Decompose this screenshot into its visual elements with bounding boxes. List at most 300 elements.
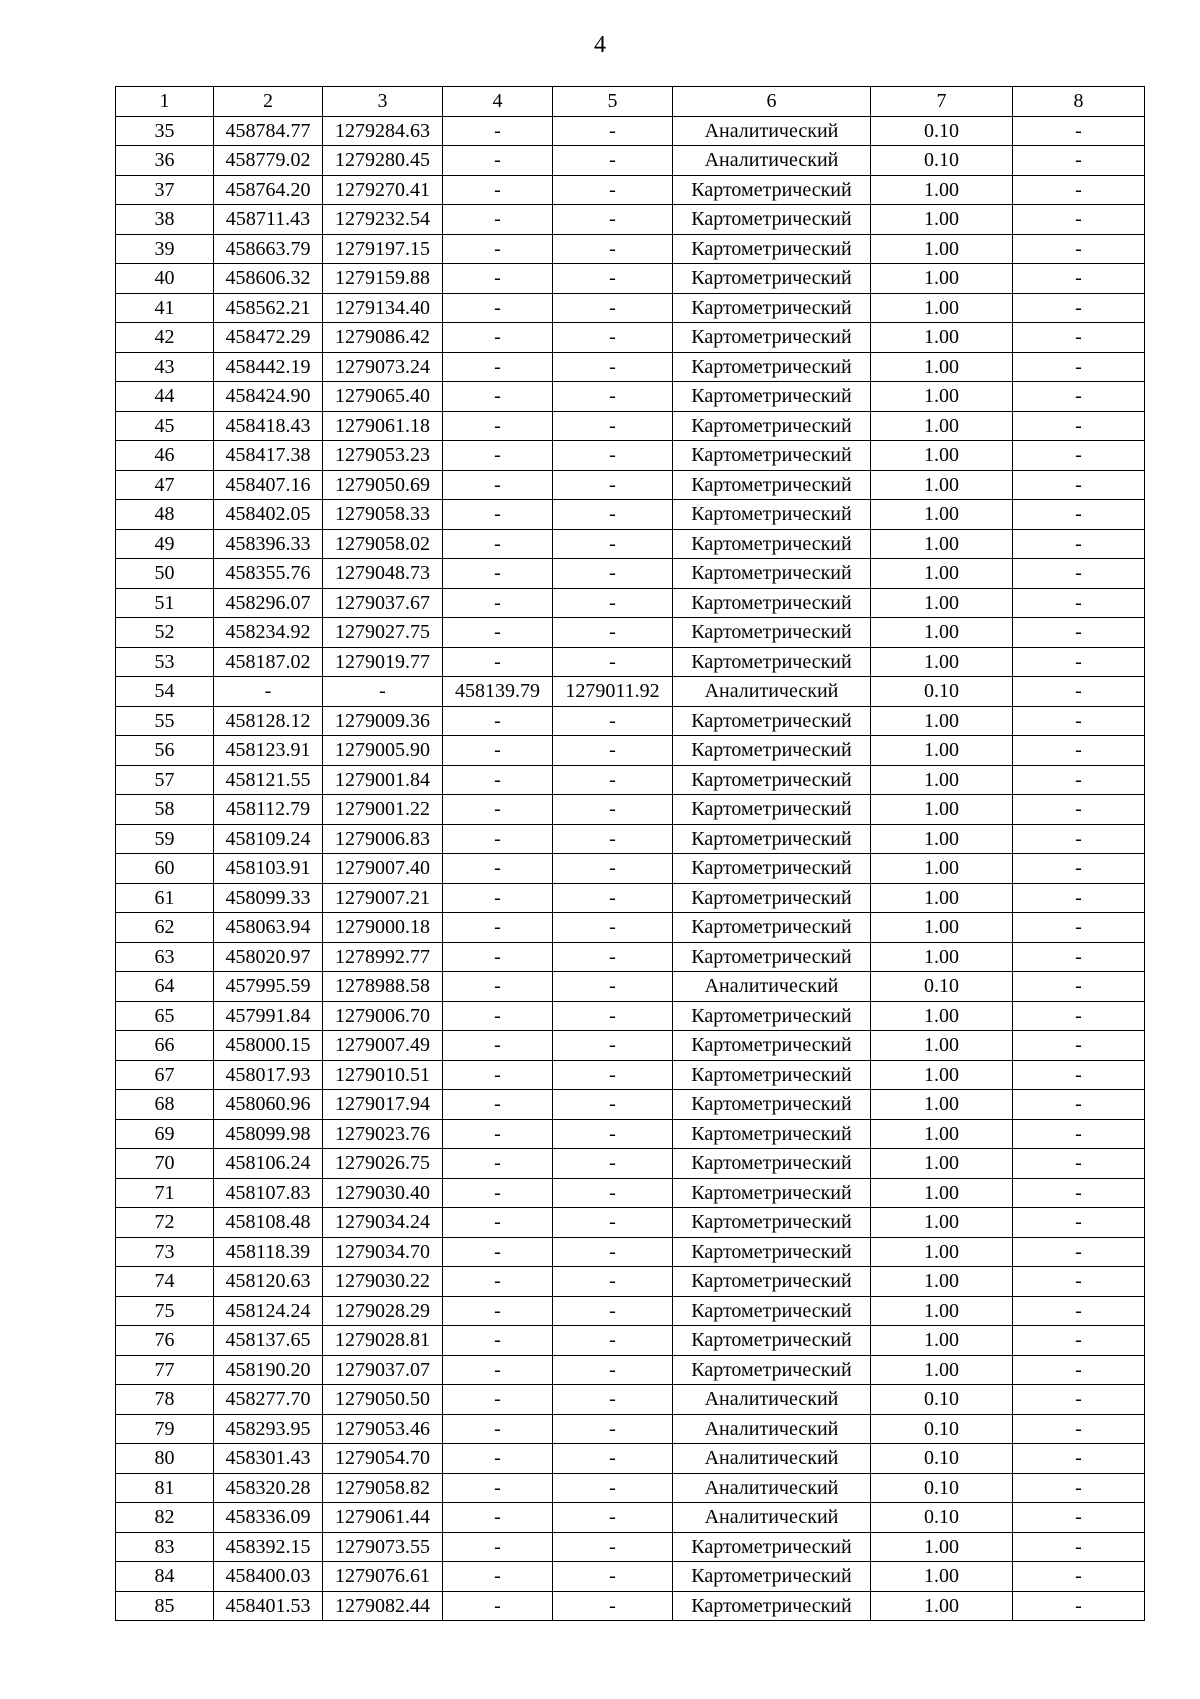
cell-point-number: 52 — [116, 618, 214, 648]
cell-point-number: 53 — [116, 647, 214, 677]
cell-method: Картометрический — [673, 441, 871, 471]
cell-accuracy: 1.00 — [871, 824, 1013, 854]
cell-y-coordinate: 1278988.58 — [323, 972, 443, 1002]
cell-note: - — [1013, 1532, 1145, 1562]
cell-method: Картометрический — [673, 1355, 871, 1385]
cell-x-coordinate-alt: - — [443, 1444, 553, 1474]
cell-y-coordinate: 1279058.82 — [323, 1473, 443, 1503]
cell-x-coordinate-alt: - — [443, 264, 553, 294]
cell-x-coordinate-alt: - — [443, 559, 553, 589]
table-row — [116, 264, 1145, 294]
table-row — [116, 1326, 1145, 1356]
cell-accuracy: 0.10 — [871, 146, 1013, 176]
cell-x-coordinate-alt: - — [443, 972, 553, 1002]
cell-x-coordinate: 458442.19 — [214, 352, 323, 382]
cell-x-coordinate-alt: - — [443, 1326, 553, 1356]
cell-x-coordinate-alt: - — [443, 1060, 553, 1090]
cell-x-coordinate: 458190.20 — [214, 1355, 323, 1385]
cell-point-number: 77 — [116, 1355, 214, 1385]
cell-method: Картометрический — [673, 1296, 871, 1326]
cell-method: Картометрический — [673, 854, 871, 884]
table-row — [116, 1267, 1145, 1297]
cell-accuracy: 1.00 — [871, 264, 1013, 294]
cell-accuracy: 1.00 — [871, 234, 1013, 264]
cell-x-coordinate-alt: - — [443, 795, 553, 825]
cell-y-coordinate: 1279058.33 — [323, 500, 443, 530]
cell-accuracy: 1.00 — [871, 706, 1013, 736]
cell-y-coordinate: 1279005.90 — [323, 736, 443, 766]
cell-point-number: 62 — [116, 913, 214, 943]
cell-y-coordinate-alt: - — [553, 588, 673, 618]
cell-y-coordinate-alt: - — [553, 736, 673, 766]
cell-y-coordinate-alt: - — [553, 559, 673, 589]
cell-accuracy: 1.00 — [871, 323, 1013, 353]
cell-method: Картометрический — [673, 588, 871, 618]
cell-accuracy: 1.00 — [871, 1119, 1013, 1149]
cell-accuracy: 1.00 — [871, 352, 1013, 382]
cell-accuracy: 1.00 — [871, 913, 1013, 943]
table-row — [116, 765, 1145, 795]
cell-accuracy: 1.00 — [871, 500, 1013, 530]
cell-point-number: 41 — [116, 293, 214, 323]
cell-x-coordinate: 458107.83 — [214, 1178, 323, 1208]
cell-y-coordinate: 1279053.23 — [323, 441, 443, 471]
cell-method: Картометрический — [673, 1149, 871, 1179]
cell-note: - — [1013, 1208, 1145, 1238]
cell-accuracy: 1.00 — [871, 1178, 1013, 1208]
cell-x-coordinate-alt: - — [443, 1090, 553, 1120]
cell-x-coordinate-alt: - — [443, 529, 553, 559]
cell-y-coordinate: 1279054.70 — [323, 1444, 443, 1474]
cell-point-number: 48 — [116, 500, 214, 530]
cell-y-coordinate-alt: - — [553, 293, 673, 323]
cell-accuracy: 1.00 — [871, 1149, 1013, 1179]
cell-method: Картометрический — [673, 795, 871, 825]
cell-y-coordinate: 1279061.18 — [323, 411, 443, 441]
column-header-5: 5 — [553, 87, 673, 117]
table-row — [116, 175, 1145, 205]
cell-point-number: 71 — [116, 1178, 214, 1208]
table-row — [116, 854, 1145, 884]
cell-method: Картометрический — [673, 559, 871, 589]
cell-accuracy: 1.00 — [871, 1591, 1013, 1621]
cell-method: Картометрический — [673, 293, 871, 323]
table-row — [116, 559, 1145, 589]
cell-y-coordinate: 1279050.50 — [323, 1385, 443, 1415]
table-row — [116, 736, 1145, 766]
column-header-1: 1 — [116, 87, 214, 117]
cell-method: Аналитический — [673, 1444, 871, 1474]
cell-y-coordinate-alt: - — [553, 1414, 673, 1444]
cell-y-coordinate-alt: - — [553, 1385, 673, 1415]
cell-point-number: 43 — [116, 352, 214, 382]
cell-note: - — [1013, 323, 1145, 353]
cell-note: - — [1013, 411, 1145, 441]
cell-y-coordinate: 1279019.77 — [323, 647, 443, 677]
cell-point-number: 66 — [116, 1031, 214, 1061]
cell-x-coordinate: 458401.53 — [214, 1591, 323, 1621]
cell-method: Аналитический — [673, 146, 871, 176]
cell-method: Картометрический — [673, 1119, 871, 1149]
cell-x-coordinate: 458407.16 — [214, 470, 323, 500]
cell-y-coordinate: 1279006.70 — [323, 1001, 443, 1031]
cell-y-coordinate-alt: - — [553, 1178, 673, 1208]
cell-y-coordinate-alt: - — [553, 1473, 673, 1503]
cell-method: Картометрический — [673, 352, 871, 382]
cell-accuracy: 0.10 — [871, 1473, 1013, 1503]
cell-x-coordinate-alt: - — [443, 1562, 553, 1592]
cell-y-coordinate: 1279034.70 — [323, 1237, 443, 1267]
cell-point-number: 40 — [116, 264, 214, 294]
cell-note: - — [1013, 264, 1145, 294]
cell-x-coordinate: 458121.55 — [214, 765, 323, 795]
cell-note: - — [1013, 1355, 1145, 1385]
cell-x-coordinate-alt: - — [443, 1532, 553, 1562]
cell-note: - — [1013, 765, 1145, 795]
cell-y-coordinate-alt: - — [553, 1031, 673, 1061]
cell-y-coordinate-alt: - — [553, 205, 673, 235]
cell-x-coordinate-alt: - — [443, 824, 553, 854]
table-row — [116, 972, 1145, 1002]
cell-y-coordinate-alt: - — [553, 1444, 673, 1474]
cell-y-coordinate: 1279232.54 — [323, 205, 443, 235]
table-row — [116, 795, 1145, 825]
cell-note: - — [1013, 1267, 1145, 1297]
cell-x-coordinate: 458000.15 — [214, 1031, 323, 1061]
table-row — [116, 1532, 1145, 1562]
cell-note: - — [1013, 736, 1145, 766]
cell-note: - — [1013, 1031, 1145, 1061]
cell-method: Картометрический — [673, 1090, 871, 1120]
cell-y-coordinate-alt: 1279011.92 — [553, 677, 673, 707]
table-row — [116, 883, 1145, 913]
cell-x-coordinate: 458418.43 — [214, 411, 323, 441]
table-header — [116, 87, 1145, 117]
cell-x-coordinate-alt: - — [443, 470, 553, 500]
cell-x-coordinate: 458099.98 — [214, 1119, 323, 1149]
table-row — [116, 1503, 1145, 1533]
cell-y-coordinate: 1279028.81 — [323, 1326, 443, 1356]
cell-method: Картометрический — [673, 765, 871, 795]
cell-y-coordinate-alt: - — [553, 618, 673, 648]
cell-note: - — [1013, 647, 1145, 677]
cell-x-coordinate-alt: - — [443, 1385, 553, 1415]
table-body — [116, 116, 1145, 1621]
cell-point-number: 73 — [116, 1237, 214, 1267]
cell-x-coordinate-alt: - — [443, 1001, 553, 1031]
cell-y-coordinate-alt: - — [553, 972, 673, 1002]
cell-x-coordinate: 458187.02 — [214, 647, 323, 677]
table-row — [116, 1031, 1145, 1061]
table-row — [116, 441, 1145, 471]
cell-accuracy: 1.00 — [871, 588, 1013, 618]
cell-point-number: 68 — [116, 1090, 214, 1120]
cell-x-coordinate: 458336.09 — [214, 1503, 323, 1533]
cell-y-coordinate: 1279284.63 — [323, 116, 443, 146]
cell-point-number: 50 — [116, 559, 214, 589]
cell-method: Аналитический — [673, 116, 871, 146]
cell-method: Картометрический — [673, 1060, 871, 1090]
cell-x-coordinate: 458711.43 — [214, 205, 323, 235]
cell-y-coordinate-alt: - — [553, 146, 673, 176]
cell-point-number: 70 — [116, 1149, 214, 1179]
cell-x-coordinate: 458606.32 — [214, 264, 323, 294]
cell-x-coordinate: 458417.38 — [214, 441, 323, 471]
cell-method: Картометрический — [673, 1031, 871, 1061]
cell-point-number: 63 — [116, 942, 214, 972]
cell-note: - — [1013, 795, 1145, 825]
cell-note: - — [1013, 1149, 1145, 1179]
cell-accuracy: 1.00 — [871, 470, 1013, 500]
cell-point-number: 81 — [116, 1473, 214, 1503]
cell-x-coordinate-alt: - — [443, 1473, 553, 1503]
cell-y-coordinate: 1279159.88 — [323, 264, 443, 294]
cell-y-coordinate: 1279061.44 — [323, 1503, 443, 1533]
cell-accuracy: 1.00 — [871, 618, 1013, 648]
cell-y-coordinate-alt: - — [553, 1060, 673, 1090]
cell-note: - — [1013, 588, 1145, 618]
cell-accuracy: 1.00 — [871, 411, 1013, 441]
cell-point-number: 51 — [116, 588, 214, 618]
cell-y-coordinate: 1279048.73 — [323, 559, 443, 589]
cell-y-coordinate: 1279007.49 — [323, 1031, 443, 1061]
cell-note: - — [1013, 1562, 1145, 1592]
cell-method: Картометрический — [673, 323, 871, 353]
cell-x-coordinate-alt: - — [443, 942, 553, 972]
cell-note: - — [1013, 293, 1145, 323]
cell-point-number: 72 — [116, 1208, 214, 1238]
cell-accuracy: 0.10 — [871, 972, 1013, 1002]
table-row — [116, 706, 1145, 736]
cell-method: Картометрический — [673, 824, 871, 854]
cell-accuracy: 1.00 — [871, 1001, 1013, 1031]
cell-method: Картометрический — [673, 500, 871, 530]
cell-note: - — [1013, 1444, 1145, 1474]
cell-y-coordinate: 1279026.75 — [323, 1149, 443, 1179]
cell-x-coordinate-alt: 458139.79 — [443, 677, 553, 707]
cell-point-number: 79 — [116, 1414, 214, 1444]
cell-method: Картометрический — [673, 1001, 871, 1031]
cell-point-number: 38 — [116, 205, 214, 235]
cell-accuracy: 0.10 — [871, 1385, 1013, 1415]
cell-accuracy: 1.00 — [871, 293, 1013, 323]
cell-y-coordinate: 1279028.29 — [323, 1296, 443, 1326]
cell-x-coordinate-alt: - — [443, 441, 553, 471]
cell-point-number: 67 — [116, 1060, 214, 1090]
cell-y-coordinate: 1279058.02 — [323, 529, 443, 559]
cell-note: - — [1013, 913, 1145, 943]
cell-accuracy: 1.00 — [871, 736, 1013, 766]
cell-x-coordinate: 458118.39 — [214, 1237, 323, 1267]
cell-accuracy: 1.00 — [871, 765, 1013, 795]
cell-y-coordinate-alt: - — [553, 352, 673, 382]
column-header-6: 6 — [673, 87, 871, 117]
cell-method: Картометрический — [673, 883, 871, 913]
cell-point-number: 44 — [116, 382, 214, 412]
cell-x-coordinate: 458562.21 — [214, 293, 323, 323]
cell-y-coordinate-alt: - — [553, 824, 673, 854]
cell-x-coordinate: - — [214, 677, 323, 707]
table-row — [116, 234, 1145, 264]
cell-point-number: 85 — [116, 1591, 214, 1621]
cell-y-coordinate-alt: - — [553, 1296, 673, 1326]
cell-accuracy: 1.00 — [871, 1090, 1013, 1120]
cell-note: - — [1013, 1296, 1145, 1326]
cell-y-coordinate: 1279010.51 — [323, 1060, 443, 1090]
cell-note: - — [1013, 618, 1145, 648]
cell-x-coordinate: 458293.95 — [214, 1414, 323, 1444]
cell-x-coordinate-alt: - — [443, 1355, 553, 1385]
cell-x-coordinate-alt: - — [443, 234, 553, 264]
cell-x-coordinate: 458301.43 — [214, 1444, 323, 1474]
cell-y-coordinate-alt: - — [553, 706, 673, 736]
cell-x-coordinate-alt: - — [443, 293, 553, 323]
cell-point-number: 57 — [116, 765, 214, 795]
cell-point-number: 42 — [116, 323, 214, 353]
cell-y-coordinate: 1279007.40 — [323, 854, 443, 884]
cell-y-coordinate: 1279076.61 — [323, 1562, 443, 1592]
table-row — [116, 382, 1145, 412]
table-row — [116, 913, 1145, 943]
cell-note: - — [1013, 382, 1145, 412]
cell-x-coordinate-alt: - — [443, 146, 553, 176]
cell-x-coordinate-alt: - — [443, 1119, 553, 1149]
cell-point-number: 80 — [116, 1444, 214, 1474]
cell-x-coordinate-alt: - — [443, 1031, 553, 1061]
cell-method: Картометрический — [673, 470, 871, 500]
cell-y-coordinate: 1279017.94 — [323, 1090, 443, 1120]
cell-note: - — [1013, 706, 1145, 736]
cell-note: - — [1013, 883, 1145, 913]
cell-accuracy: 1.00 — [871, 1237, 1013, 1267]
cell-y-coordinate-alt: - — [553, 795, 673, 825]
cell-y-coordinate-alt: - — [553, 1503, 673, 1533]
cell-x-coordinate-alt: - — [443, 618, 553, 648]
cell-note: - — [1013, 146, 1145, 176]
cell-point-number: 47 — [116, 470, 214, 500]
cell-method: Картометрический — [673, 1237, 871, 1267]
table-row — [116, 146, 1145, 176]
cell-y-coordinate: - — [323, 677, 443, 707]
cell-x-coordinate: 458779.02 — [214, 146, 323, 176]
cell-accuracy: 1.00 — [871, 883, 1013, 913]
cell-x-coordinate-alt: - — [443, 647, 553, 677]
cell-x-coordinate-alt: - — [443, 1208, 553, 1238]
cell-x-coordinate-alt: - — [443, 1503, 553, 1533]
cell-point-number: 39 — [116, 234, 214, 264]
cell-accuracy: 1.00 — [871, 1031, 1013, 1061]
cell-x-coordinate-alt: - — [443, 1149, 553, 1179]
table-row — [116, 1237, 1145, 1267]
cell-y-coordinate: 1279073.24 — [323, 352, 443, 382]
cell-x-coordinate-alt: - — [443, 765, 553, 795]
cell-method: Картометрический — [673, 647, 871, 677]
cell-x-coordinate: 458108.48 — [214, 1208, 323, 1238]
cell-y-coordinate: 1279037.67 — [323, 588, 443, 618]
cell-point-number: 49 — [116, 529, 214, 559]
cell-note: - — [1013, 1060, 1145, 1090]
cell-method: Картометрический — [673, 1326, 871, 1356]
cell-accuracy: 1.00 — [871, 1326, 1013, 1356]
cell-method: Картометрический — [673, 618, 871, 648]
cell-x-coordinate-alt: - — [443, 175, 553, 205]
cell-accuracy: 1.00 — [871, 559, 1013, 589]
cell-method: Картометрический — [673, 411, 871, 441]
table-row — [116, 677, 1145, 707]
cell-y-coordinate-alt: - — [553, 441, 673, 471]
cell-note: - — [1013, 352, 1145, 382]
cell-method: Картометрический — [673, 205, 871, 235]
table-row — [116, 500, 1145, 530]
cell-y-coordinate: 1278992.77 — [323, 942, 443, 972]
cell-accuracy: 1.00 — [871, 441, 1013, 471]
cell-accuracy: 1.00 — [871, 795, 1013, 825]
cell-note: - — [1013, 1591, 1145, 1621]
cell-x-coordinate-alt: - — [443, 1591, 553, 1621]
cell-y-coordinate-alt: - — [553, 1532, 673, 1562]
cell-point-number: 55 — [116, 706, 214, 736]
cell-y-coordinate: 1279197.15 — [323, 234, 443, 264]
page-number: 4 — [594, 32, 606, 58]
cell-x-coordinate: 458234.92 — [214, 618, 323, 648]
cell-method: Картометрический — [673, 1267, 871, 1297]
cell-method: Аналитический — [673, 1385, 871, 1415]
cell-method: Картометрический — [673, 234, 871, 264]
cell-method: Аналитический — [673, 972, 871, 1002]
cell-y-coordinate: 1279001.22 — [323, 795, 443, 825]
cell-note: - — [1013, 470, 1145, 500]
cell-accuracy: 1.00 — [871, 854, 1013, 884]
column-header-7: 7 — [871, 87, 1013, 117]
cell-x-coordinate: 458424.90 — [214, 382, 323, 412]
cell-point-number: 37 — [116, 175, 214, 205]
cell-y-coordinate-alt: - — [553, 323, 673, 353]
cell-y-coordinate-alt: - — [553, 913, 673, 943]
cell-method: Аналитический — [673, 677, 871, 707]
cell-y-coordinate: 1279086.42 — [323, 323, 443, 353]
cell-y-coordinate-alt: - — [553, 1001, 673, 1031]
cell-y-coordinate: 1279007.21 — [323, 883, 443, 913]
cell-y-coordinate-alt: - — [553, 529, 673, 559]
cell-x-coordinate-alt: - — [443, 913, 553, 943]
table-row — [116, 1090, 1145, 1120]
table-row — [116, 293, 1145, 323]
cell-x-coordinate: 458124.24 — [214, 1296, 323, 1326]
table-row — [116, 647, 1145, 677]
cell-accuracy: 1.00 — [871, 1355, 1013, 1385]
cell-y-coordinate-alt: - — [553, 647, 673, 677]
cell-note: - — [1013, 1414, 1145, 1444]
cell-point-number: 36 — [116, 146, 214, 176]
cell-point-number: 54 — [116, 677, 214, 707]
cell-y-coordinate-alt: - — [553, 382, 673, 412]
table-row — [116, 1149, 1145, 1179]
cell-note: - — [1013, 1001, 1145, 1031]
cell-note: - — [1013, 824, 1145, 854]
cell-note: - — [1013, 942, 1145, 972]
cell-y-coordinate-alt: - — [553, 1119, 673, 1149]
cell-x-coordinate-alt: - — [443, 352, 553, 382]
cell-y-coordinate: 1279073.55 — [323, 1532, 443, 1562]
cell-y-coordinate-alt: - — [553, 1149, 673, 1179]
cell-x-coordinate-alt: - — [443, 205, 553, 235]
cell-x-coordinate: 457991.84 — [214, 1001, 323, 1031]
cell-method: Картометрический — [673, 706, 871, 736]
cell-x-coordinate: 458396.33 — [214, 529, 323, 559]
cell-x-coordinate-alt: - — [443, 382, 553, 412]
cell-point-number: 59 — [116, 824, 214, 854]
cell-x-coordinate-alt: - — [443, 706, 553, 736]
